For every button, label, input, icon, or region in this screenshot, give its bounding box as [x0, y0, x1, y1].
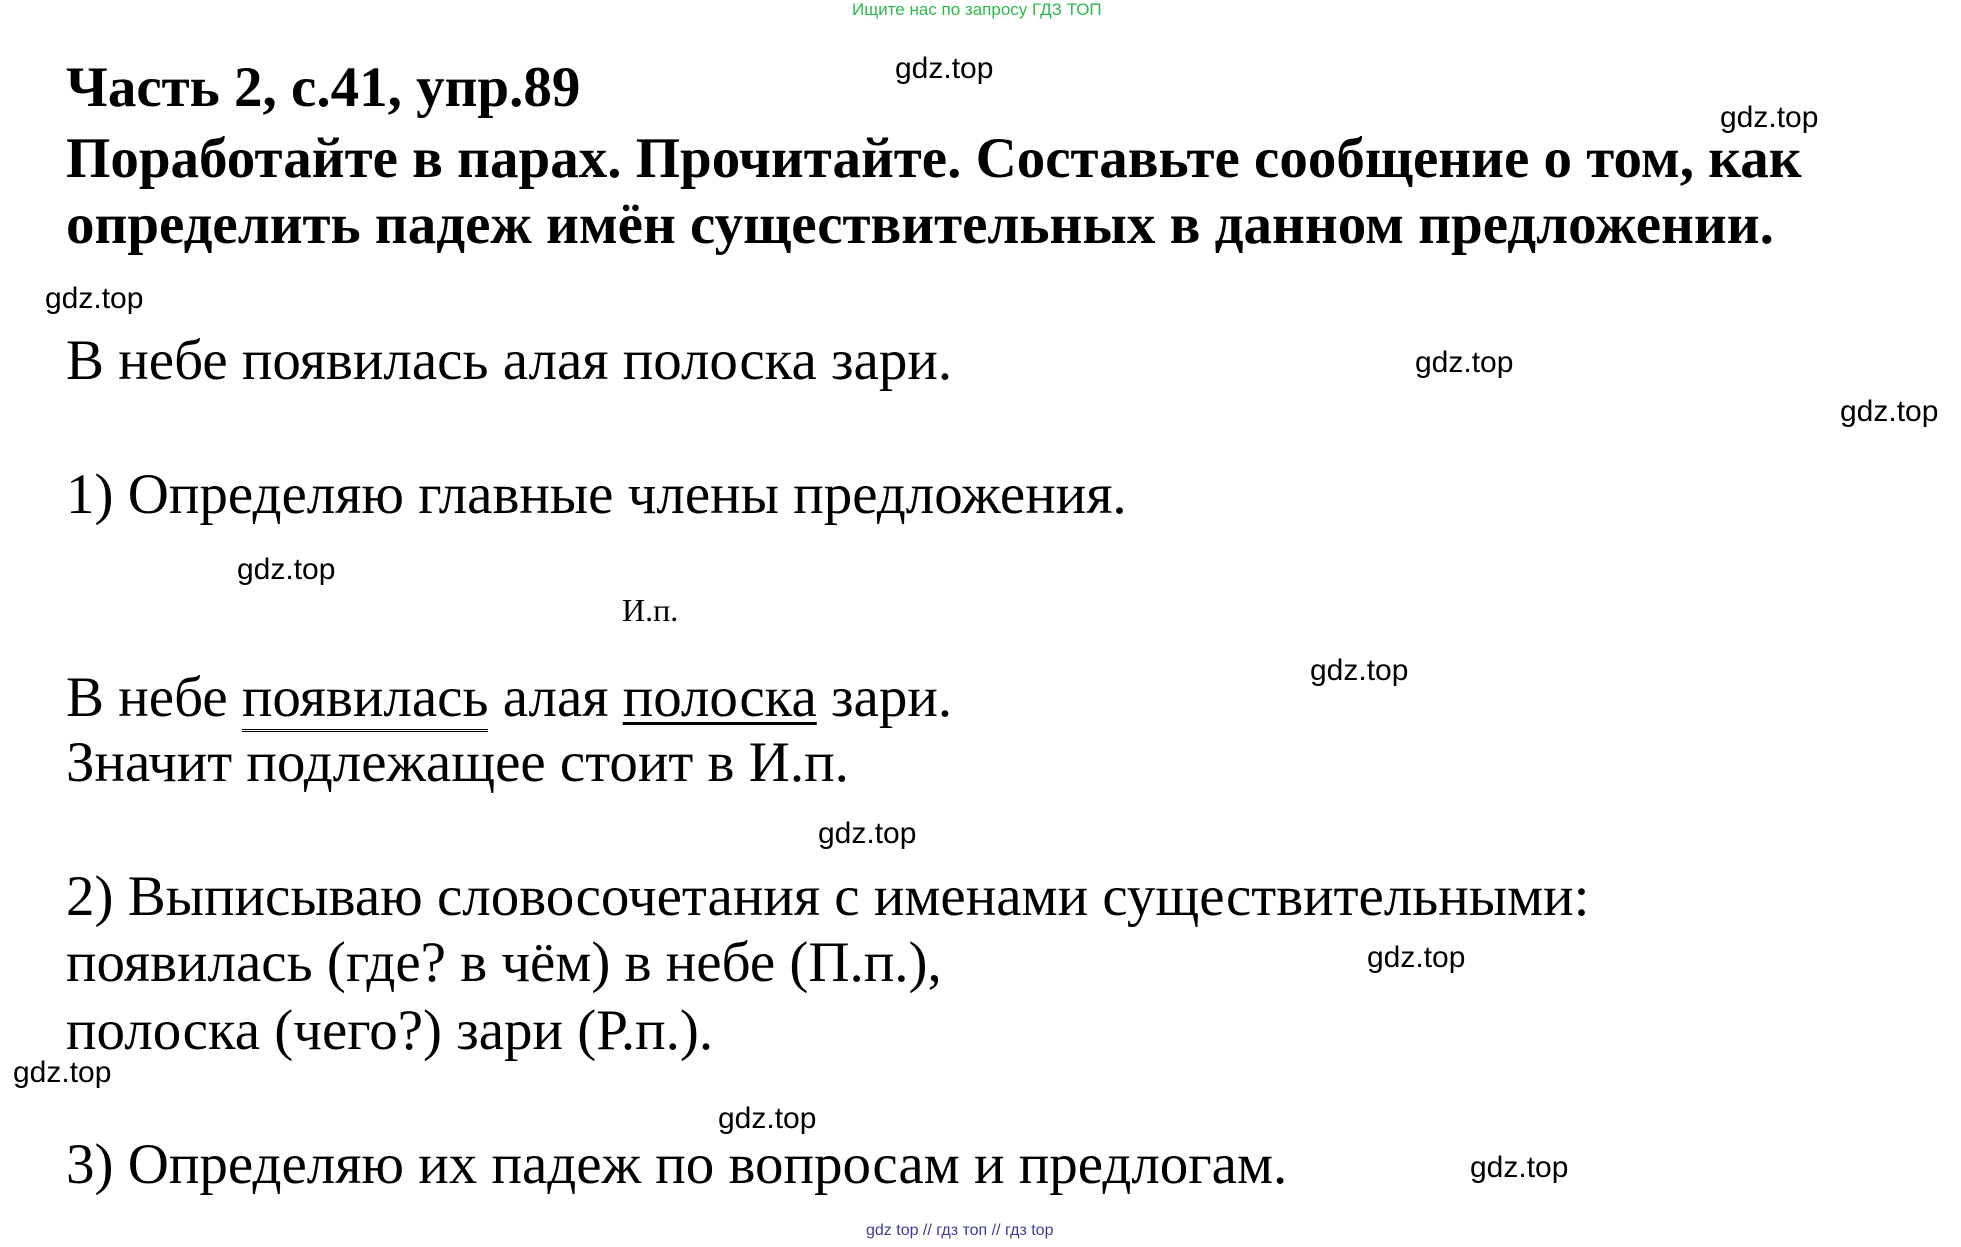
watermark: gdz.top: [1470, 1151, 1569, 1184]
step-3-text: 3) Определяю их падеж по вопросам и предлогам.: [66, 1133, 1288, 1196]
step-1-text: 1) Определяю главные члены предложения.: [66, 463, 1127, 526]
step-2-text: 2) Выписываю словосочетания с именами существительными:: [66, 865, 1590, 928]
watermark: gdz.top: [1367, 941, 1466, 974]
case-label: И.п.: [622, 592, 679, 628]
step-2-pair-2: полоска (чего?) зари (Р.п.).: [66, 999, 714, 1062]
parsed-part-2: алая: [488, 666, 623, 729]
watermark: gdz.top: [1720, 101, 1819, 134]
watermark: gdz.top: [1310, 654, 1409, 687]
watermark: gdz.top: [818, 817, 917, 850]
page-title: Часть 2, с.41, упр.89: [66, 56, 581, 119]
watermark: gdz.top: [1415, 346, 1514, 379]
watermark: gdz.top: [895, 52, 994, 85]
step-2-pair-1: появилась (где? в чём) в небе (П.п.),: [66, 931, 942, 994]
subject-word: полоска: [622, 666, 817, 729]
footer-links[interactable]: gdz top // гдз топ // гдз top: [866, 1222, 1054, 1239]
promo-banner[interactable]: Ищите нас по запросу ГДЗ ТОП: [852, 0, 1102, 19]
watermark: gdz.top: [237, 553, 336, 586]
predicate-word: появилась: [242, 666, 489, 732]
step-1-conclusion: Значит подлежащее стоит в И.п.: [66, 731, 849, 794]
watermark: gdz.top: [718, 1102, 817, 1135]
parsed-sentence: [66, 665, 952, 731]
task-line-1: Поработайте в парах. Прочитайте. Составьте сообщение о том, как: [66, 127, 1802, 190]
watermark: gdz.top: [1840, 395, 1939, 428]
watermark: gdz.top: [13, 1056, 112, 1089]
sentence: В небе появилась алая полоска зари.: [66, 329, 953, 392]
parsed-part-3: зари.: [816, 666, 953, 729]
watermark: gdz.top: [45, 282, 144, 315]
task-line-2: определить падеж имён существительных в данном предложении.: [66, 193, 1774, 256]
parsed-part-1: В небе: [66, 666, 242, 729]
